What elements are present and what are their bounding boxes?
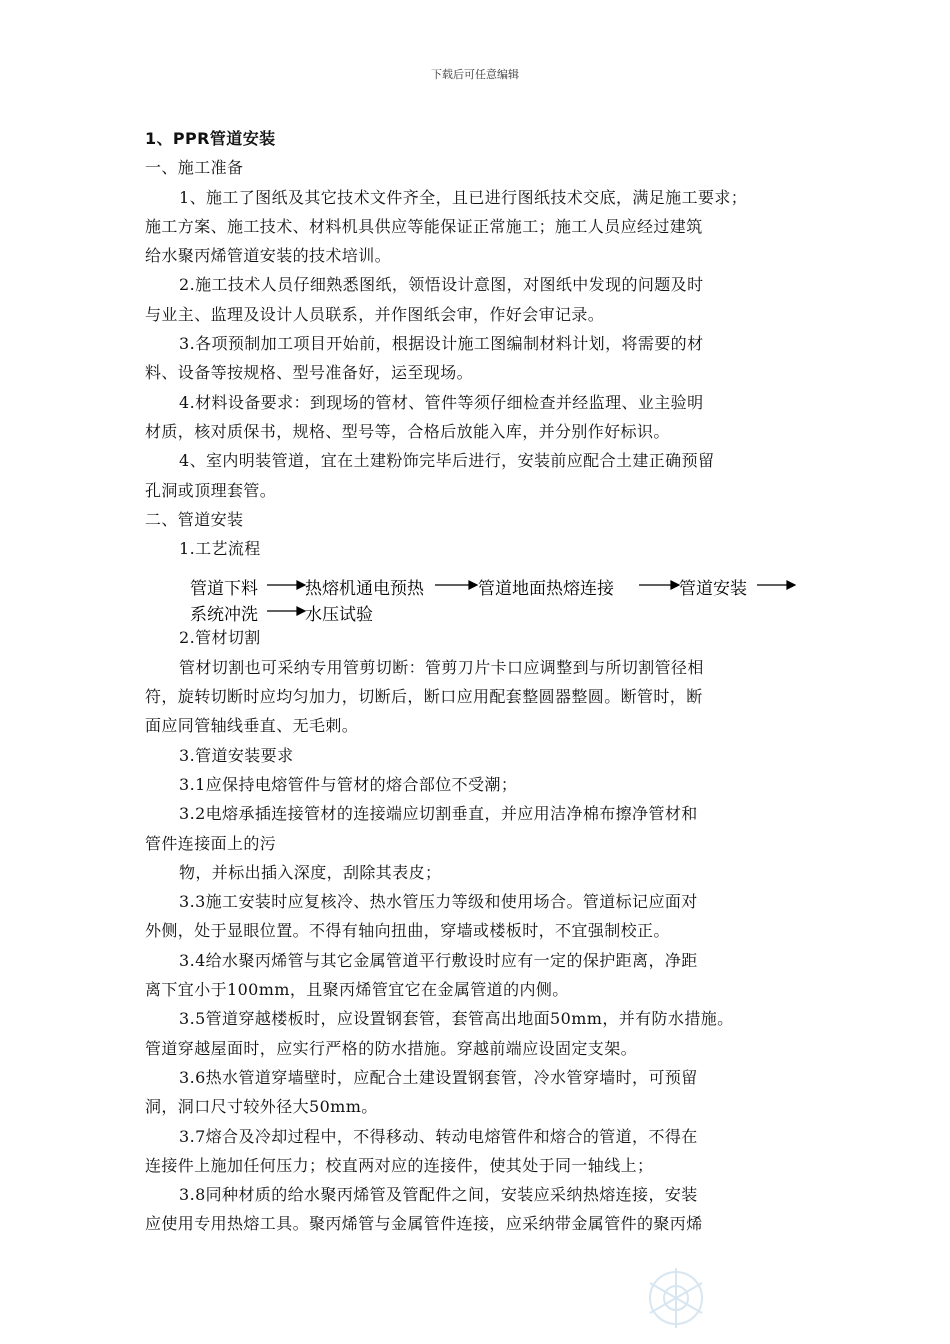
requirement-line: 应使用专用热熔工具。聚丙烯管与金属管件连接，应采纳带金属管件的聚丙烯: [145, 1214, 703, 1234]
requirement-line: 管道穿越屋面时，应实行严格的防水措施。穿越前端应设固定支架。: [145, 1038, 638, 1058]
section-heading-preparation: 一、施工准备: [145, 158, 244, 178]
flow-step-pipe-cutting: 管道下料: [190, 579, 258, 600]
subheading-process-flow: 1.工艺流程: [179, 539, 261, 559]
paragraph-line: 管材切割也可采纳专用管剪切断：管剪刀片卡口应调整到与所切割管径相: [179, 657, 704, 677]
subheading-pipe-cutting: 2.管材切割: [179, 628, 261, 648]
flow-step-flush: 系统冲洗: [190, 605, 258, 626]
requirement-line: 3.3施工安装时应复核冷、热水管压力等级和使用场合。管道标记应面对: [179, 892, 698, 912]
flow-step-preheat: 热熔机通电预热: [305, 579, 424, 600]
requirement-line: 离下宜小于100mm，且聚丙烯管宜它在金属管道的内侧。: [145, 980, 569, 1000]
requirement-line: 物，并标出插入深度，刮除其表皮；: [179, 862, 442, 882]
paragraph-line: 符，旋转切断时应均匀加力，切断后，断口应用配套整圆器整圆。断管时，断: [145, 687, 703, 707]
document-title: 1、PPR管道安装: [145, 129, 276, 148]
paragraph-line: 4.材料设备要求：到现场的管材、管件等须仔细检查并经监理、业主验明: [179, 392, 704, 412]
paragraph-line: 面应同管轴线垂直、无毛刺。: [145, 716, 359, 736]
paragraph-line: 孔洞或顶理套管。: [145, 480, 277, 500]
paragraph-line: 1、施工了图纸及其它技术文件齐全，且已进行图纸技术交底，满足施工要求；: [179, 187, 748, 207]
paragraph-line: 3.各项预制加工项目开始前，根据设计施工图编制材料计划，将需要的材: [179, 334, 704, 354]
section-heading-installation: 二、管道安装: [145, 509, 244, 529]
header-note: 下载后可任意编辑: [431, 68, 519, 81]
flow-step-pipe-install: 管道安装: [679, 579, 747, 600]
paragraph-line: 材质，核对质保书，规格、型号等，合格后放能入库，并分别作好标识。: [145, 421, 670, 441]
requirement-line: 3.4给水聚丙烯管与其它金属管道平行敷设时应有一定的保护距离，净距: [179, 950, 698, 970]
snowflake-watermark-icon: [640, 1262, 712, 1334]
requirement-line: 管件连接面上的污: [145, 833, 277, 853]
paragraph-line: 料、设备等按规格、型号准备好，运至现场。: [145, 363, 474, 383]
paragraph-line: 施工方案、施工技术、材料机具供应等能保证正常施工；施工人员应经过建筑: [145, 216, 703, 236]
requirement-line: 3.7熔合及冷却过程中，不得移动、转动电熔管件和熔合的管道，不得在: [179, 1126, 698, 1146]
requirement-line: 外侧，处于显眼位置。不得有轴向扭曲，穿墙或楼板时，不宜强制校正。: [145, 921, 670, 941]
flow-step-ground-fusion: 管道地面热熔连接: [478, 579, 614, 600]
flow-step-pressure-test: 水压试验: [305, 605, 373, 626]
document-body: [145, 124, 810, 1239]
paragraph-line: 4、室内明装管道，宜在土建粉饰完毕后进行，安装前应配合土建正确预留: [179, 451, 715, 471]
requirement-line: 洞，洞口尺寸较外径大50mm。: [145, 1097, 378, 1117]
paragraph-line: 2.施工技术人员仔细熟悉图纸，领悟设计意图，对图纸中发现的问题及时: [179, 275, 704, 295]
process-flow-diagram: [145, 567, 810, 626]
requirement-line: 3.8同种材质的给水聚丙烯管及管配件之间，安装应采纳热熔连接，安装: [179, 1185, 698, 1205]
paragraph-line: 给水聚丙烯管道安装的技术培训。: [145, 246, 392, 266]
subheading-install-requirements: 3.管道安装要求: [179, 745, 294, 765]
paragraph-line: 与业主、监理及设计人员联系，并作图纸会审，作好会审记录。: [145, 304, 605, 324]
requirement-line: 3.2电熔承插连接管材的连接端应切割垂直，并应用洁净棉布擦净管材和: [179, 804, 698, 824]
requirement-line: 连接件上施加任何压力；校直两对应的连接件，使其处于同一轴线上；: [145, 1155, 654, 1175]
requirement-line: 3.6热水管道穿墙壁时，应配合土建设置钢套管，冷水管穿墙时，可预留: [179, 1067, 698, 1087]
requirement-line: 3.1应保持电熔管件与管材的熔合部位不受潮；: [179, 774, 518, 794]
requirement-line: 3.5管道穿越楼板时，应设置钢套管，套管高出地面50mm，并有防水措施。: [179, 1009, 734, 1029]
